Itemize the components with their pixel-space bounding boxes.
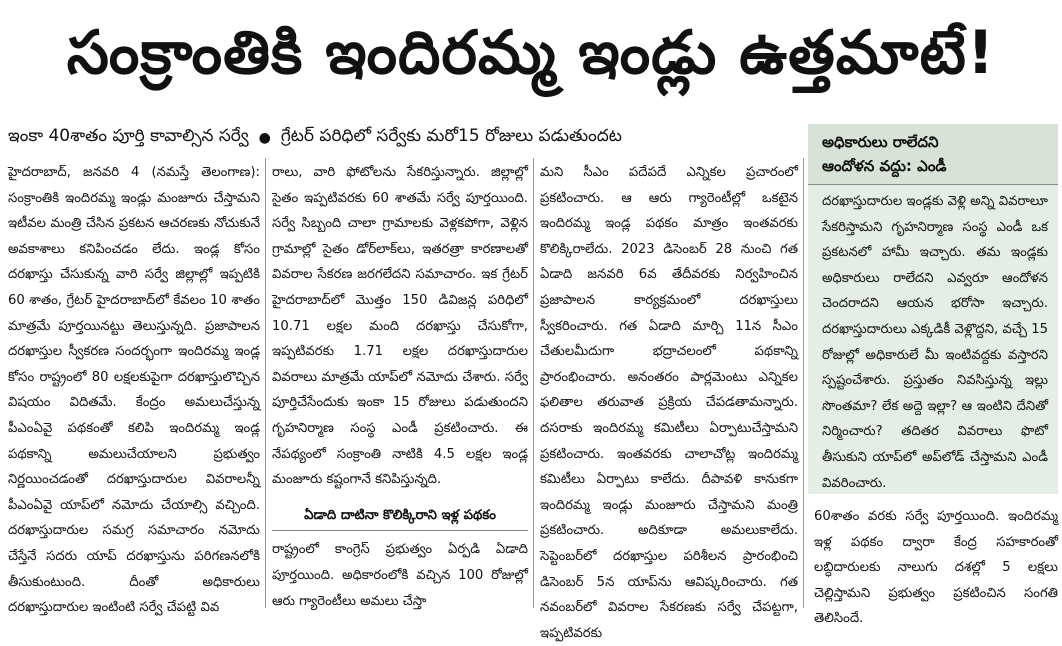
column-divider: [533, 158, 534, 608]
column-divider: [803, 158, 804, 608]
subheading-left: ఇంకా 40శాతం పూర్తి కావాల్సిన సర్వే: [8, 126, 249, 146]
article-column-4: [814, 504, 1058, 627]
sidebar-title-line: ఆందోళన వద్దు: ఎండీ: [822, 157, 947, 175]
article-text: రాష్ట్రంలో కాంగ్రెస్ ప్రభుత్వం ఏర్పడి ఏడాది పూర్తయింది. అధికారంలోకి వచ్చిన 100 రోజుల్లో ఆరు గ్యారెంటీలు అమలు చేస్తా: [272, 542, 528, 609]
page-headline: సంక్రాంతికి ఇందిరమ్మ ఇండ్లు ఉత్తమాటే!: [66, 18, 996, 88]
column-divider: [265, 158, 266, 608]
sidebar-box: [808, 124, 1058, 494]
sidebar-title: [808, 124, 1058, 185]
subheading-bar: [0, 120, 808, 156]
section-subheading: ఏడాది దాటినా కొలిక్కిరాని ఇళ్ల పథకం: [272, 503, 528, 532]
bullet-icon: ●: [258, 130, 271, 146]
article-text: మని సీఎం పదేపదే ఎన్నికల ప్రచారంలో ప్రకటించారు. ఆ ఆరు గ్యారెంటీల్లో ఒకటైన ఇందిరమ్మ ఇండ్ల పథకం మాత్రం ఇంతవరకు కొలిక్కిరాలేదు. 2023 డిసెంబర్ 28 నుంచి గత ఏడాది జనవరి 6వ తేదీవరకు నిర్వహించిన ప్రజాపాలన కార్యక్రమంలో దరఖాస్తులు స్వీకరించారు. గత ఏడాది మార్చి 11న సీఎం చేతులమీదుగా భద్రాచలంలో పథకాన్ని ప్రారంభించారు. అనంతరం పార్లమెంటు ఎన్నికల ఫలితాల తరువాత ప్రక్రియ చేపడతామన్నారు. దసరాకు ఇందిరమ్మ కమిటీలు ఏర్పాటుచేస్తామని ప్రకటించారు. ఇంతవరకు చాలాచోట్ల ఇందిరమ్మ కమిటీలు ఏర్పాటు కాలేదు. దీపావళి కానుకగా ఇందిరమ్మ ఇండ్లు మంజూరు చేస్తామని మంత్రి ప్రకటించారు. అదికూడా అమలుకాలేదు. సెప్టెంబర్‌లో దరఖాస్తుల పరిశీలన ప్రారంభించి డిసెంబర్ 5న యాప్‌ను ఆవిష్కరించారు. గత నవంబర్‌లో వివరాల సేకరణకు సర్వే చేపట్టగా, ఇప్పటివరకు: [540, 165, 798, 641]
article-column-1: [8, 160, 260, 616]
article-text: రాలు, వారి ఫోటోలను సేకరిస్తున్నారు. జిల్లాల్లో సైతం ఇప్పటివరకు 60 శాతమే సర్వే పూర్తయింది. సర్వే సిబ్బంది చాలా గ్రామాలకు వెళ్లకపోగా, వెళ్లిన గ్రామాల్లో సైతం డోర్‌లాక్‌లు, ఇతరత్రా కారణాలతో వివరాల సేకరణ జరగలేదని సమాచారం. ఇక గ్రేటర్ హైదరాబాద్‌లో మొత్తం 150 డివిజన్ల పరిధిలో 10.71 లక్షల మంది దరఖాస్తు చేసుకోగా, ఇప్పటివరకు 1.71 లక్షల దరఖాస్తుదారుల వివరాలు మాత్రమే యాప్‌లో నమోదు చేశారు. సర్వే పూర్తిచేసేందుకు ఇంకా 15 రోజులు పడుతుందని గృహనిర్మాణ సంస్థ ఎండీ ప్రకటించారు. ఈ నేపథ్యంలో సంక్రాంతి నాటికి 4.5 లక్షల ఇండ్ల మంజూరు కష్టంగానే కనిపిస్తున్నది.: [272, 165, 528, 488]
subheading-right: గ్రేటర్ పరిధిలో సర్వేకు మరో15 రోజులు పడుతుందట: [280, 126, 622, 146]
sidebar-title-line: అధికారులు రాలేదని: [822, 133, 939, 151]
article-column-3: [540, 160, 798, 641]
sidebar-text: దరఖాస్తుదారుల ఇండ్లకు వెళ్లి అన్ని వివరాలూ సేకరిస్తామని గృహనిర్మాణ సంస్థ ఎండీ ఒక ప్రకటనలో హామీ ఇచ్చారు. తమ ఇండ్లకు అధికారులు రాలేదని ఎవ్వరూ ఆందోళన చెందరాదని ఆయన భరోసా ఇచ్చారు. దరఖాస్తుదారులు ఎక్కడికీ వెళ్లొద్దని, వచ్చే 15 రోజుల్లో అధికారులే మీ ఇంటివద్దకు వస్తారని స్పష్టంచేశారు. ప్రస్తుతం నివసిస్తున్న ఇల్లు సొంతమా? లేక అద్దె ఇల్లా? ఆ ఇంటిని దేనితో నిర్మించారు? తదితర వివరాలు ఫొటో తీసుకుని యాప్‌లో అప్‌లోడ్ చేస్తామని ఎండీ వివరించారు.: [822, 194, 1048, 491]
article-text: 60శాతం వరకు సర్వే పూర్తయింది. ఇందిరమ్మ ఇళ్ల పథకం ద్వారా కేంద్ర సహకారంతో లబ్ధిదారులకు నాలుగు దశల్లో 5 లక్షలు చెల్లిస్తామని ప్రభుత్వం ప్రకటించిన సంగతి తెలిసిందే.: [814, 509, 1058, 627]
article-text: హైదరాబాద్, జనవరి 4 (నమస్తే తెలంగాణ): సంక్రాంతికి ఇందిరమ్మ ఇండ్లు మంజూరు చేస్తామని ఇటీవల మంత్రి చేసిన ప్రకటన ఆచరణకు నోచుకునే అవకాశాలు కనిపించడం లేదు. ఇండ్ల కోసం దరఖాస్తు చేసుకున్న వారి సర్వే జిల్లాల్లో ఇప్పటికి 60 శాతం, గ్రేటర్ హైదరాబాద్‌లో కేవలం 10 శాతం మాత్రమే పూర్తయినట్టు తెలుస్తున్నది. ప్రజాపాలన దరఖాస్తుల స్వీకరణ సందర్భంగా ఇందిరమ్మ ఇండ్ల కోసం రాష్ట్రంలో 80 లక్షలకుపైగా దరఖాస్తులొచ్చిన విషయం విదితమే. కేంద్రం అమలుచేస్తున్న పీఎంఏవై పథకంతో కలిపి ఇందిరమ్మ ఇండ్ల పథకాన్ని అమలుచేయాలని ప్రభుత్వం నిర్ణయించడంతో దరఖాస్తుదారుల వివరాలన్నీ పీఎంఏవై యాప్‌లో నమోదు చేయాల్సి వచ్చింది. దరఖాస్తుదారుల సమగ్ర సమాచారం నమోదు చేస్తేనే సదరు యాప్ దరఖాస్తును పరిగణనలోకి తీసుకుంటుంది. దీంతో అధికారులు దరఖాస్తుదారుల ఇంటింటి సర్వే చేపట్టి వివ: [8, 165, 260, 616]
article-column-2: [272, 160, 528, 610]
